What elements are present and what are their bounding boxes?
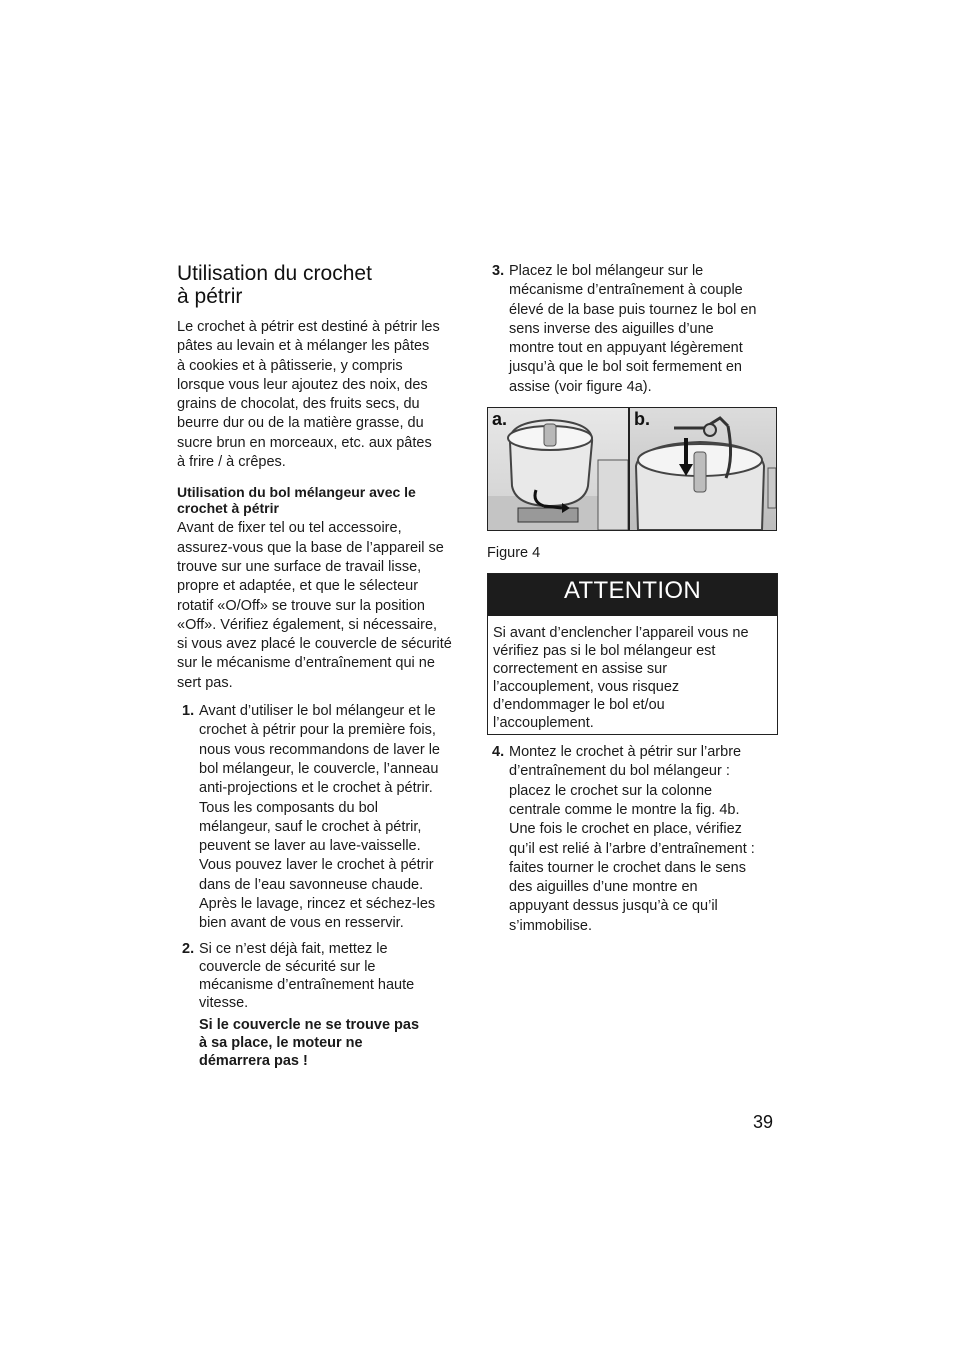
step-item-2: 2. Si ce n’est déjà fait, mettez le couvercle de sécurité sur le mécanisme d’entraînement haute vitesse. Si le couvercle ne se trouve pas à sa place, le moteur ne démarrera pas ! — [177, 940, 473, 1070]
step-number: 2. — [182, 940, 195, 957]
sub-paragraph: Avant de fixer tel ou tel accessoire, assurez-vous que la base de l’appareil se trouve sur une surface de travail lisse, propre et adaptée, et que le sélecteur rotatif «O/Off» se trouve sur la position «Off». Vérifiez également, si nécessaire, si vous avez placé le couvercle de sécurité sur le mécanisme d’entraînement qui ne sert pas. — [177, 520, 452, 691]
step-warning: Si le couvercle ne se trouve pas à sa place, le moteur ne démarrera pas ! — [199, 1016, 420, 1069]
figure-panel-a — [488, 408, 630, 530]
mixer-bowl-placement-illustration — [488, 408, 628, 530]
figure-label-b: b. — [634, 409, 650, 430]
step-number: 4. — [492, 744, 505, 761]
figure-caption: Figure 4 — [487, 545, 541, 562]
figure-panel-b — [630, 408, 776, 530]
attention-title: ATTENTION — [488, 574, 777, 616]
figure-4-illustration — [487, 407, 777, 531]
attention-box — [487, 573, 778, 735]
section-title — [177, 262, 473, 308]
subheading: Utilisation du bol mélangeur avec le crochet à pétrir — [177, 484, 416, 517]
kneading-hook-mounting-illustration — [630, 408, 776, 530]
step-item-4: 4. Montez le crochet à pétrir sur l’arbre d’entraînement du bol mélangeur : placez le crochet sur la colonne centrale comme le montre la fig. 4b. Une fois le crochet en place, vérifiez qu’il est relié à l’arbre d’entraînement : faites tourner le crochet dans le sens des aiguilles d’une montre en appuyant dessus jusqu’à ce qu’il s’immobilise. — [492, 744, 755, 934]
title-line: Utilisation du crochet — [177, 262, 372, 285]
steps-list-right-2 — [487, 743, 779, 936]
step-number: 3. — [492, 263, 505, 279]
page-number: 39 — [753, 1112, 774, 1132]
left-column — [177, 262, 473, 1070]
step-number: 1. — [182, 703, 195, 720]
steps-list-left — [177, 702, 473, 1070]
step-item-3: 3. Placez le bol mélangeur sur le mécanisme d’entraînement à couple élevé de la base puis tournez le bol en sens inverse des aiguilles d’une montre tout en appuyant légèrement jusqu’à que le bol soit fermement en assise (voir figure 4a). — [492, 263, 757, 395]
title-line: à pétrir — [177, 285, 243, 308]
attention-text: Si avant d’enclencher l’appareil vous ne vérifiez pas si le bol mélangeur est correctement en assise sur l’accouplement, vous risquez d’endommager le bol et/ou l’accouplement. — [493, 625, 749, 732]
step-item-1: 1. Avant d’utiliser le bol mélangeur et le crochet à pétrir pour la première fois, nous vous recommandons de laver le bol mélangeur, le couvercle, l’anneau anti-projections et le crochet à pétrir. Tous les composants du bol mélangeur, sauf le crochet à pétrir, peuvent se laver au lave-vaisselle. Vous pouvez laver le crochet à pétrir dans de l’eau savonneuse chaude. Après le lavage, rincez et séchez-les bien avant de vous en resservir. — [182, 703, 440, 932]
figure-label-a: a. — [492, 409, 508, 430]
right-column — [487, 262, 779, 936]
steps-list-right — [487, 262, 779, 397]
intro-paragraph: Le crochet à pétrir est destiné à pétrir les pâtes au levain et à mélanger les pâtes à cookies et à pâtisserie, y compris lorsque vous leur ajoutez des noix, des grains de chocolat, des fruits secs, du beurre dur ou de la matière grasse, du sucre brun en morceaux, etc. aux pâtes à frire / à crêpes. — [177, 319, 440, 471]
